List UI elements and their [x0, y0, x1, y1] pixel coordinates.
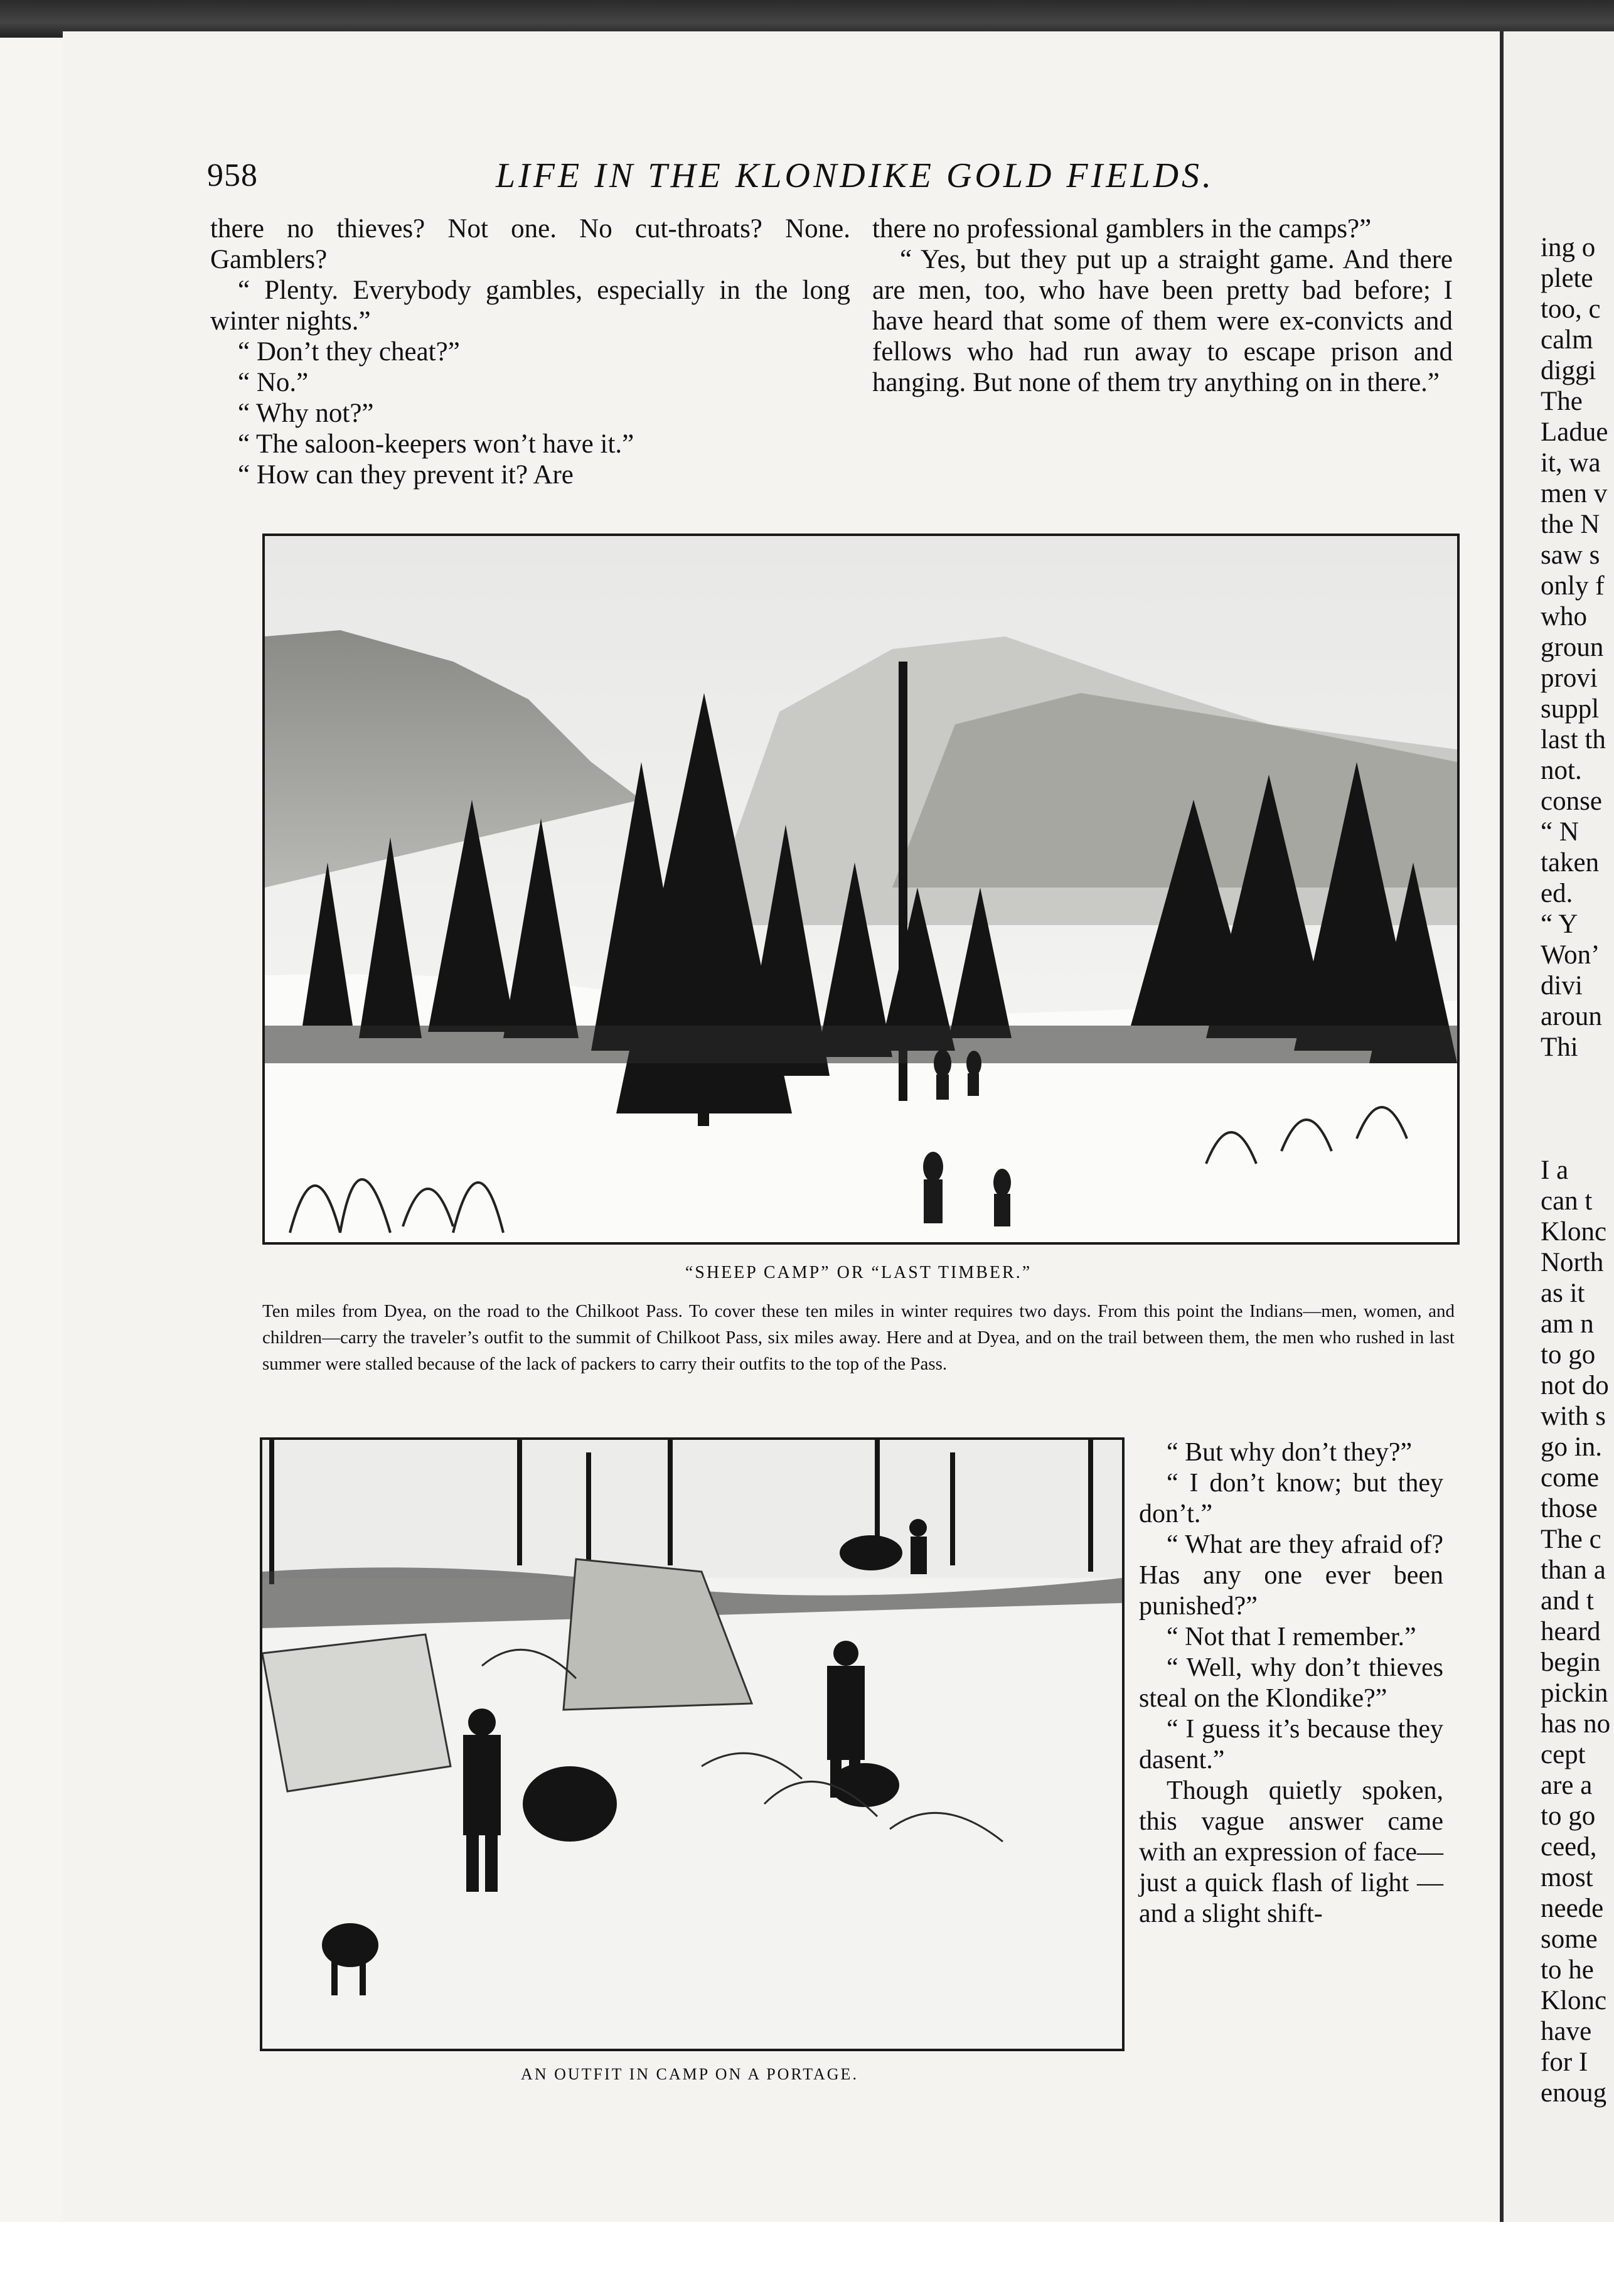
camp-outfit-photo [262, 1440, 1122, 2049]
paragraph: there no thieves? Not one. No cut-throats? None. Gamblers? [210, 214, 850, 274]
facing-page-line: cept [1541, 1740, 1586, 1769]
facing-page-line: some [1541, 1924, 1598, 1954]
facing-page-line: am n [1541, 1309, 1594, 1339]
facing-page-line: for I [1541, 2047, 1588, 2077]
paragraph: “ I don’t know; but they don’t.” [1139, 1469, 1443, 1528]
portage-camp-photograph [260, 1437, 1125, 2051]
figure2-caption-title: AN OUTFIT IN CAMP ON A PORTAGE. [521, 2065, 858, 2083]
facing-page-line: men v [1541, 479, 1608, 508]
paragraph: “ No.” [238, 368, 309, 397]
facing-page-line: most [1541, 1863, 1593, 1892]
facing-page-line: provi [1541, 663, 1598, 693]
facing-page-line: it, wa [1541, 448, 1601, 478]
facing-page-line: the N [1541, 510, 1600, 539]
facing-page-line: The c [1541, 1525, 1601, 1554]
facing-page-line: go in. [1541, 1432, 1602, 1462]
paragraph: “ But why don’t they?” [1167, 1438, 1413, 1467]
paragraph: “ Plenty. Everybody gambles, especially in the long winter nights.” [210, 276, 850, 336]
facing-page-line: to go [1541, 1801, 1596, 1831]
sheep-camp-photograph [262, 534, 1460, 1245]
paragraph: there no professional gamblers in the camps?” [872, 214, 1372, 244]
facing-page-line: ed. [1541, 879, 1573, 908]
paragraph: “ I guess it’s because they dasent.” [1139, 1715, 1443, 1774]
paragraph: “ Not that I remember.” [1167, 1623, 1416, 1651]
facing-page-line: as it [1541, 1279, 1585, 1308]
figure1-caption-title: “SHEEP CAMP” OR “LAST TIMBER.” [685, 1263, 1032, 1282]
winter-forest-photo [265, 536, 1457, 1242]
paragraph: “ Yes, but they put up a straight game. And there are men, too, who have been pretty bad before; I have heard that some of them were ex-convicts and fellows who had run away to escape prison and hanging. But none of them try anything on in there.” [872, 245, 1453, 397]
facing-page-line: not. [1541, 756, 1582, 785]
facing-page-line: to he [1541, 1955, 1594, 1985]
paragraph: “ Well, why don’t thieves steal on the Klondike?” [1139, 1653, 1443, 1713]
facing-page-line: begin [1541, 1648, 1601, 1677]
facing-page-line: can t [1541, 1186, 1593, 1216]
facing-page-line: enoug [1541, 2078, 1607, 2108]
facing-page-line: divi [1541, 971, 1583, 1000]
facing-page-line: taken [1541, 848, 1600, 877]
facing-page-line: suppl [1541, 694, 1600, 724]
facing-page-line: Won’ [1541, 940, 1600, 970]
facing-page-line: I a [1541, 1156, 1569, 1185]
facing-page-line: than a [1541, 1555, 1606, 1585]
facing-page-line: Ladue [1541, 417, 1608, 447]
facing-page-line: not do [1541, 1371, 1609, 1400]
text-column-1 [210, 213, 850, 490]
facing-page-line: have [1541, 2017, 1592, 2046]
facing-page-line: North [1541, 1248, 1604, 1277]
facing-page-line: heard [1541, 1617, 1601, 1646]
facing-page-line: plete [1541, 264, 1593, 293]
facing-page-line: with s [1541, 1402, 1606, 1431]
facing-page-line: pickin [1541, 1678, 1608, 1708]
running-title: LIFE IN THE KLONDIKE GOLD FIELDS. [496, 156, 1215, 195]
scan-bottom-margin [0, 2222, 1614, 2296]
facing-page-line: calm [1541, 325, 1593, 355]
facing-page-line: saw s [1541, 540, 1600, 570]
paragraph: Though quietly spoken, this vague answer came with an expression of face—just a quick flash of light —and a slight shift- [1139, 1776, 1443, 1928]
paragraph: “ How can they prevent it? Are [238, 460, 574, 490]
paragraph: “ Why not?” [238, 399, 374, 428]
facing-page-line: ceed, [1541, 1832, 1597, 1862]
facing-page-line: to go [1541, 1340, 1596, 1370]
facing-page-line: Klonc [1541, 1217, 1607, 1247]
facing-page-line: those [1541, 1494, 1598, 1523]
facing-page-line: who [1541, 602, 1588, 631]
paragraph: “ What are they afraid of? Has any one ever been punished?” [1139, 1530, 1443, 1621]
facing-page-line: Klonc [1541, 1986, 1607, 2015]
text-column-3 [1139, 1437, 1443, 1929]
figure1-caption-text: Ten miles from Dyea, on the road to the Chilkoot Pass. To cover these ten miles in winter requires two days. From this point the Indians—men, women, and children—carry the traveler’s outfit to the summit of Chilkoot Pass, six miles away. Here and at Dyea, and on the trail between them, the men who rushed in last summer were stalled because of the lack of packers to carry their outfits to the top of the Pass. [262, 1301, 1455, 1374]
facing-page-line: The [1541, 387, 1583, 416]
paragraph: “ The saloon-keepers won’t have it.” [238, 429, 634, 459]
facing-page-line: aroun [1541, 1002, 1602, 1031]
facing-page-line: groun [1541, 633, 1604, 662]
facing-page-line: come [1541, 1463, 1600, 1493]
facing-page-line: diggi [1541, 356, 1596, 385]
facing-page-line: conse [1541, 786, 1602, 816]
facing-page-line: neede [1541, 1894, 1604, 1923]
facing-page-line: Thi [1541, 1033, 1578, 1062]
facing-page-line: “ Y [1541, 909, 1578, 939]
facing-page-line: only f [1541, 571, 1605, 601]
facing-page-line: too, c [1541, 294, 1601, 324]
facing-page-line: ing o [1541, 233, 1596, 262]
scan-left-margin [0, 38, 63, 2222]
facing-page-line: and t [1541, 1586, 1594, 1616]
paragraph: “ Don’t they cheat?” [238, 337, 460, 367]
facing-page-line: has no [1541, 1709, 1611, 1739]
text-column-2 [872, 213, 1453, 398]
facing-page-line: are a [1541, 1771, 1593, 1800]
facing-page-line: “ N [1541, 817, 1579, 847]
page-number: 958 [207, 158, 258, 193]
facing-page-line: last th [1541, 725, 1606, 754]
